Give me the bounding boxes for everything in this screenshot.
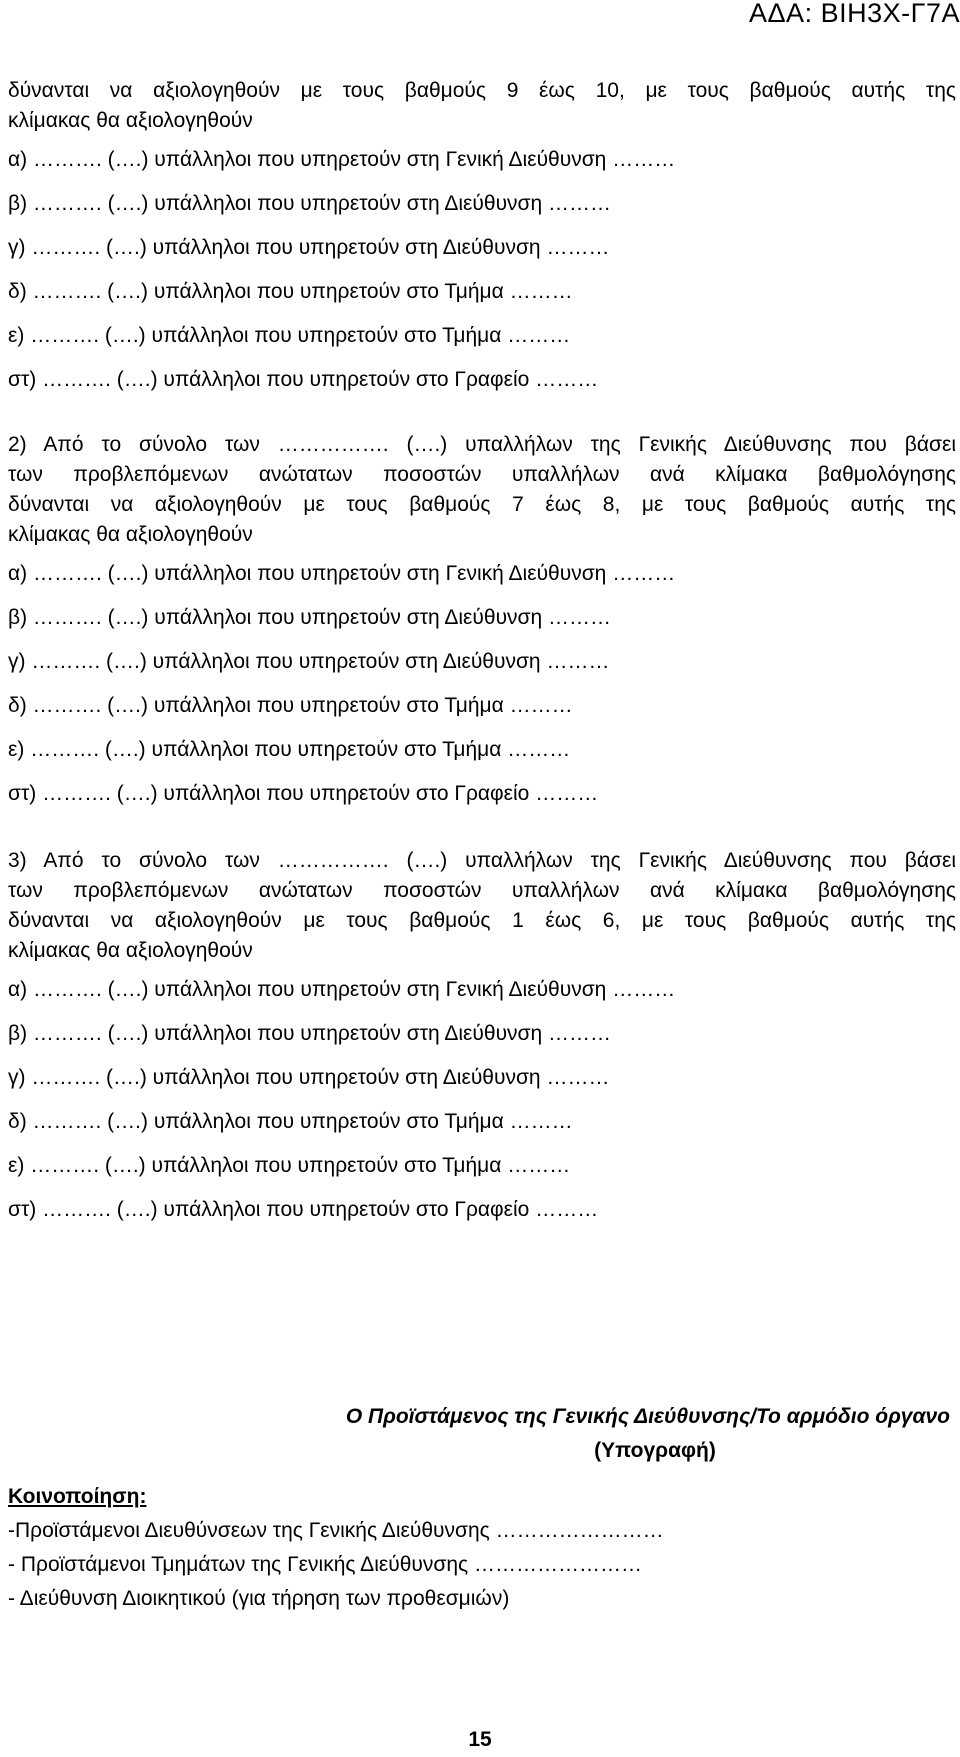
section-grades-9-10 [8,76,956,395]
intro-line: δύνανται να αξιολογηθούν με τους βαθμούς 9 έως 10, με τους βαθμούς αυτής της [8,79,956,102]
list-item: γ) ………. (….) υπάλληλοι που υπηρετούν στη Διεύθυνση ……… [8,1066,610,1089]
list-item: γ) ………. (….) υπάλληλοι που υπηρετούν στη Διεύθυνση ……… [8,236,610,259]
list-item: ε) ………. (….) υπάλληλοι που υπηρετούν στο Τμήμα ……… [8,738,571,761]
list-item: ε) ………. (….) υπάλληλοι που υπηρετούν στο Τμήμα ……… [8,1154,571,1177]
intro-line: κλίμακας θα αξιολογηθούν [8,939,253,962]
list-item: β) ………. (….) υπάλληλοι που υπηρετούν στη Διεύθυνση ……… [8,606,612,629]
section-intro [8,846,956,966]
list-item: δ) ………. (….) υπάλληλοι που υπηρετούν στο Τμήμα ……… [8,1110,573,1133]
list-item: α) ………. (….) υπάλληλοι που υπηρετούν στη Γενική Διεύθυνση ……… [8,148,676,171]
allocation-list [8,975,956,1225]
list-item: στ) ………. (….) υπάλληλοι που υπηρετούν στο Γραφείο ……… [8,1198,599,1221]
intro-line: κλίμακας θα αξιολογηθούν [8,109,253,132]
list-item: β) ………. (….) υπάλληλοι που υπηρετούν στη Διεύθυνση ……… [8,192,612,215]
intro-line: των προβλεπόμενων ανώτατων ποσοστών υπαλλήλων ανά κλίμακα βαθμολόγησης [8,463,956,486]
notification-recipient: - Διεύθυνση Διοικητικού (για τήρηση των προθεσμιών) [8,1587,510,1610]
intro-line: δύνανται να αξιολογηθούν με τους βαθμούς 7 έως 8, με τους βαθμούς αυτής της [8,493,956,516]
list-item: δ) ………. (….) υπάλληλοι που υπηρετούν στο Τμήμα ……… [8,694,573,717]
signatory-title: Ο Προϊστάμενος της Γενικής Διεύθυνσης/Το αρμόδιο όργανο [345,1405,950,1428]
intro-line: κλίμακας θα αξιολογηθούν [8,523,253,546]
signature-block [230,1400,950,1468]
ada-code: ΑΔΑ: ΒΙΗ3Χ-Γ7Α [749,0,960,28]
intro-line: των προβλεπόμενων ανώτατων ποσοστών υπαλλήλων ανά κλίμακα βαθμολόγησης [8,879,956,902]
page-number: 15 [468,1728,492,1751]
notification-recipient: - Προϊστάμενοι Τμημάτων της Γενικής Διεύθυνσης …………………… [8,1553,642,1576]
notification-block [8,1480,664,1616]
section-grades-1-6 [8,846,956,1225]
list-item: δ) ………. (….) υπάλληλοι που υπηρετούν στο Τμήμα ……… [8,280,573,303]
notification-heading: Κοινοποίηση: [8,1485,147,1508]
intro-line: 3) Από το σύνολο των ……………. (….) υπαλλήλων της Γενικής Διεύθυνσης που βάσει [8,849,956,872]
notification-recipient: -Προϊστάμενοι Διευθύνσεων της Γενικής Διεύθυνσης …………………… [8,1519,664,1542]
list-item: γ) ………. (….) υπάλληλοι που υπηρετούν στη Διεύθυνση ……… [8,650,610,673]
signature-label: (Υπογραφή) [594,1439,716,1462]
intro-line: 2) Από το σύνολο των ……………. (….) υπαλλήλων της Γενικής Διεύθυνσης που βάσει [8,433,956,456]
allocation-list [8,559,956,809]
section-grades-7-8 [8,430,956,809]
allocation-list [8,145,956,395]
section-intro [8,430,956,550]
intro-line: δύνανται να αξιολογηθούν με τους βαθμούς 1 έως 6, με τους βαθμούς αυτής της [8,909,956,932]
list-item: α) ………. (….) υπάλληλοι που υπηρετούν στη Γενική Διεύθυνση ……… [8,562,676,585]
list-item: στ) ………. (….) υπάλληλοι που υπηρετούν στο Γραφείο ……… [8,782,599,805]
list-item: στ) ………. (….) υπάλληλοι που υπηρετούν στο Γραφείο ……… [8,368,599,391]
list-item: β) ………. (….) υπάλληλοι που υπηρετούν στη Διεύθυνση ……… [8,1022,612,1045]
document-body [8,76,956,1239]
section-intro [8,76,956,136]
list-item: α) ………. (….) υπάλληλοι που υπηρετούν στη Γενική Διεύθυνση ……… [8,978,676,1001]
list-item: ε) ………. (….) υπάλληλοι που υπηρετούν στο Τμήμα ……… [8,324,571,347]
